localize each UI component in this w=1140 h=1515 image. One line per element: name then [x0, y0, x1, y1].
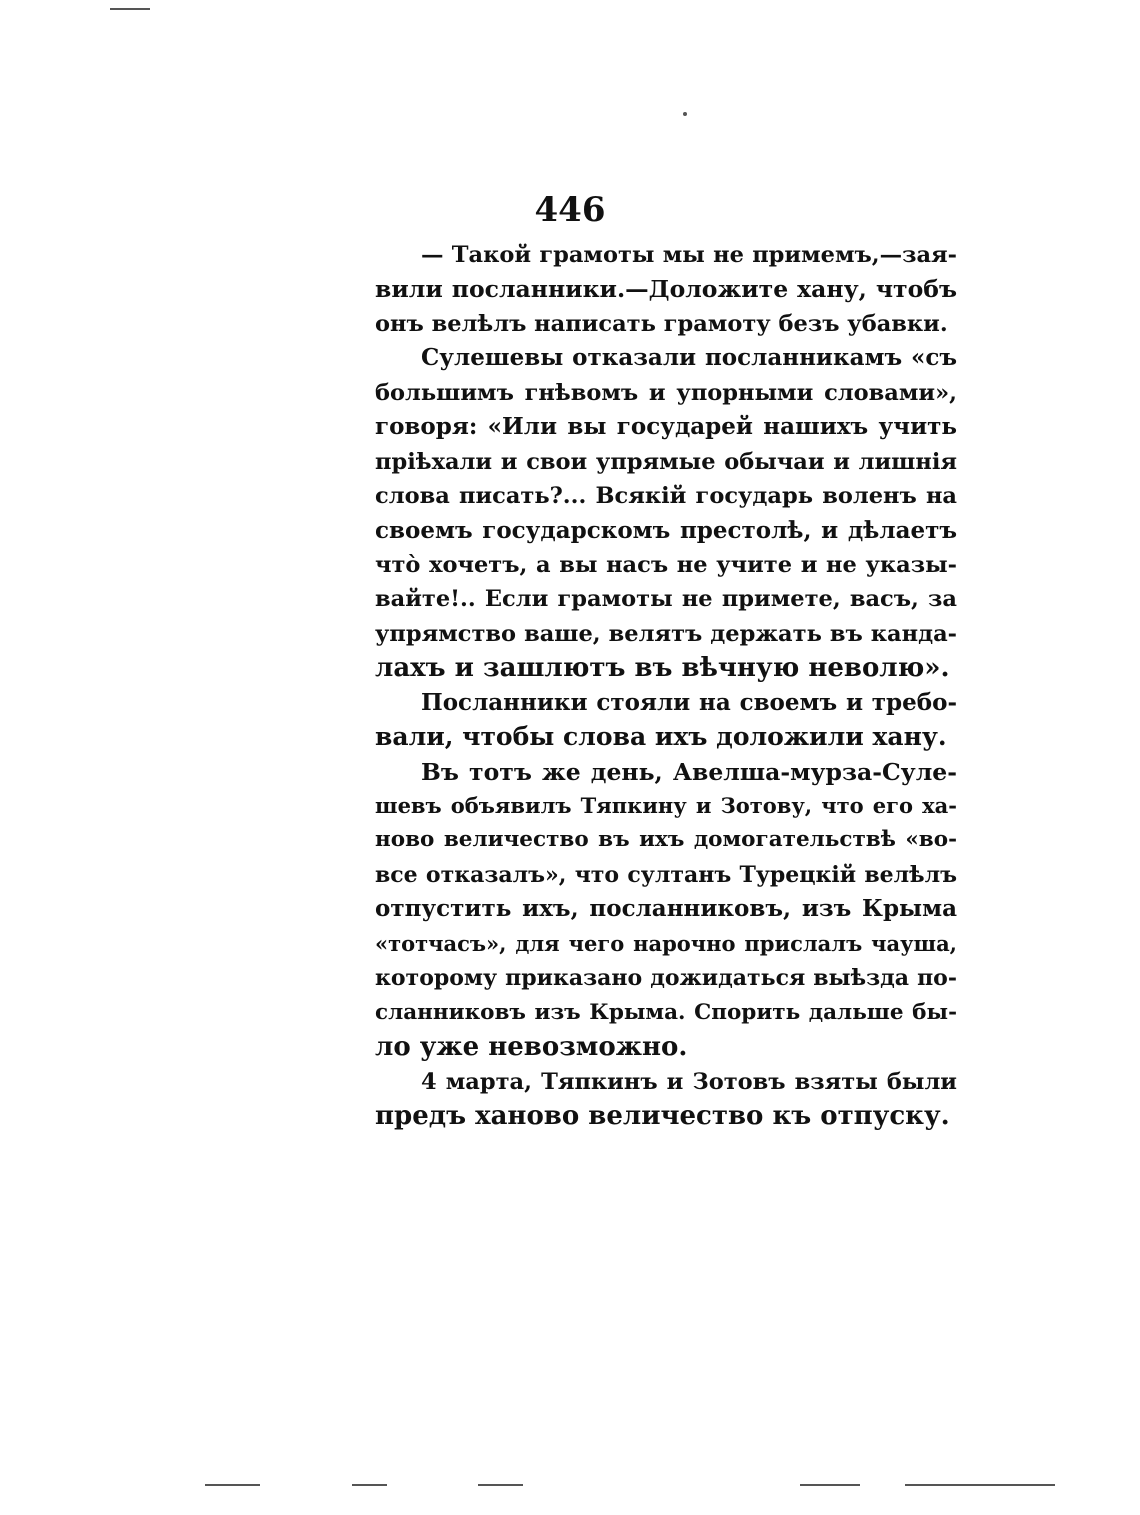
text-line: говоря: «Или вы государей нашихъ учить: [375, 413, 957, 441]
text-line: прiѣхали и свои упрямые обычаи и лишнiя: [375, 448, 957, 475]
scan-artifact: [205, 1484, 260, 1486]
text-line: Въ тотъ же день, Авелша-мурза-Суле-: [421, 757, 957, 786]
text-line: лахъ и зашлютъ въ вѣчную неволю».: [375, 653, 950, 684]
text-line: все отказалъ», что султанъ Турецкiй велѣлъ: [375, 861, 957, 888]
text-line: 4 марта, Тяпкинъ и Зотовъ взяты были: [421, 1068, 957, 1095]
text-line: вили посланники.—Доложите хану, чтобъ: [375, 275, 957, 304]
scan-artifact: [683, 112, 687, 116]
scan-artifact: [478, 1484, 523, 1486]
text-line: чтò хочетъ, а вы насъ не учите и не указы-: [375, 551, 957, 578]
text-line: Сулешевы отказали посланникамъ «съ: [421, 344, 957, 372]
text-line: вайте!.. Если грамоты не примете, васъ, за: [375, 586, 957, 613]
text-line: отпустить ихъ, посланниковъ, изъ Крыма: [375, 895, 957, 923]
paragraph-5: [375, 1065, 957, 1134]
scan-artifact: [800, 1484, 860, 1486]
text-line: слова писать?... Всякiй государь воленъ на: [375, 483, 957, 510]
scan-artifact: [110, 8, 150, 10]
text-line: шевъ объявилъ Тяпкину и Зотову, что его ха-: [375, 793, 957, 818]
text-line: вали, чтобы слова ихъ доложили хану.: [375, 722, 947, 752]
paragraph-1: [375, 238, 957, 341]
text-line: большимъ гнѣвомъ и упорными словами»,: [375, 379, 957, 406]
scan-artifact: [905, 1484, 1055, 1486]
text-line: которому приказано дожидаться выѣзда по-: [375, 965, 957, 992]
paragraph-2: [375, 341, 957, 685]
text-line: своемъ государскомъ престолѣ, и дѣлаетъ: [375, 516, 957, 544]
paragraph-3: [375, 686, 957, 755]
text-line: ло уже невозможно.: [375, 1032, 688, 1063]
text-line: — Такой грамоты мы не примемъ,—зая-: [421, 242, 957, 268]
text-line: упрямство ваше, велятъ держать въ канда-: [375, 620, 957, 647]
text-line: сланниковъ изъ Крыма. Спорить дальше бы-: [375, 999, 957, 1025]
paragraph-4: [375, 755, 957, 1065]
text-line: ново величество въ ихъ домогательствѣ «во-: [375, 827, 957, 853]
page-number: 446: [534, 190, 606, 230]
scan-artifact: [352, 1484, 387, 1486]
text-line: онъ велѣлъ написать грамоту безъ убавки.: [375, 310, 948, 337]
text-body: [375, 238, 957, 1133]
text-line: предъ ханово величество къ отпуску.: [375, 1100, 950, 1131]
text-line: «тотчасъ», для чего нарочно прислалъ чауша,: [375, 930, 957, 956]
text-line: Посланники стояли на своемъ и требо-: [421, 688, 957, 716]
